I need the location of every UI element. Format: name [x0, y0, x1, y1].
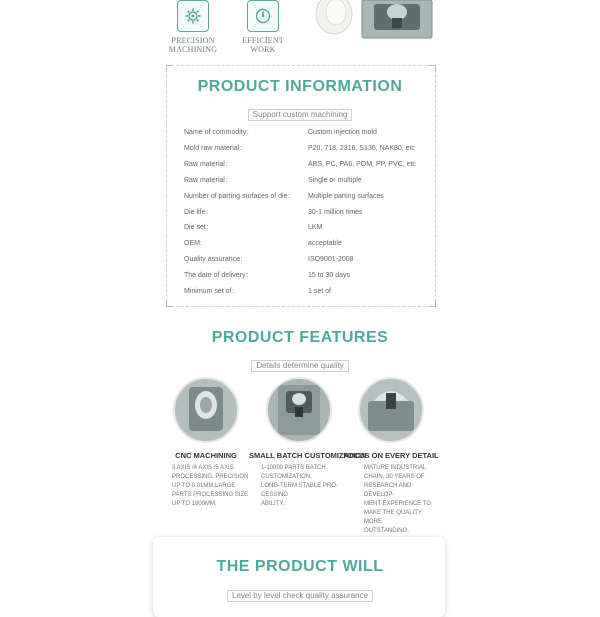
feature-description — [156, 464, 256, 509]
feature-focus-on-every-detail — [341, 377, 441, 536]
spec-key: OEM: — [184, 240, 202, 248]
subtitle-text: Details determine quality — [251, 360, 349, 372]
gauge-icon — [247, 0, 279, 32]
feature-efficient-work — [228, 0, 298, 54]
feature-desc-line: ABILITY. — [261, 501, 285, 507]
feature-desc-line: CUSTOMIZATION, — [261, 474, 312, 480]
product-will-card — [153, 537, 445, 617]
spec-row — [184, 191, 444, 203]
feature-desc-line: CHAIN, 30 YEARS OF — [364, 474, 425, 480]
feature-desc-line: OUTSTANDING. — [364, 528, 409, 534]
spec-row — [184, 254, 444, 266]
spec-key: Die life： — [184, 208, 213, 216]
focus-detail-image — [358, 377, 424, 443]
feature-description — [249, 464, 349, 509]
spec-row — [184, 143, 444, 155]
spec-key: The date of delivery： — [184, 272, 253, 280]
spec-row — [184, 159, 444, 171]
feature-desc-line: 1-10000 PARTS BATCH — [261, 465, 326, 471]
spec-value: ISO9001-2008 — [308, 256, 354, 264]
gear-icon — [177, 0, 209, 32]
feature-label: EFFICIENT — [242, 36, 284, 45]
spec-key: Mold raw material： — [184, 144, 247, 152]
product-features-title: PRODUCT FEATURES — [211, 329, 389, 346]
spec-key: Minimum set of： — [184, 288, 239, 295]
feature-label: WORK — [250, 45, 276, 54]
feature-desc-line: PROCESSING, PRECISION — [172, 474, 249, 480]
spec-row — [184, 238, 444, 250]
spec-key: Raw material： — [184, 160, 232, 168]
spec-value: 30-1 million times — [308, 208, 363, 216]
feature-desc-line: RESEARCH AND DEVELOP- — [364, 483, 412, 498]
subtitle-text: Support custom machining — [248, 109, 353, 121]
spec-value: 15 to 30 days — [308, 272, 351, 280]
spec-row — [184, 222, 444, 234]
spec-key: Die set： — [184, 224, 213, 232]
spec-value: Single or multiple — [308, 176, 362, 184]
mold-product-image — [312, 0, 434, 40]
feature-precision-machining — [158, 0, 228, 54]
spec-key: Number of parting surfaces of die： — [184, 192, 295, 200]
feature-desc-line: UP TO 1800MM. — [172, 501, 217, 507]
product-information-title: PRODUCT INFORMATION — [197, 78, 403, 95]
panel-corner — [429, 65, 436, 72]
top-feature-strip — [0, 0, 600, 54]
spec-key: Name of commodity： — [184, 129, 254, 136]
feature-desc-line: UP TO 0.01MM,LARGE — [172, 483, 236, 489]
feature-desc-line: 3 AXIS /4 AXIS /5 AXIS — [172, 465, 234, 471]
feature-desc-line: MENT EXPERIENCE TO — [364, 501, 432, 507]
spec-value: LKM — [308, 224, 323, 232]
product-information-subtitle — [0, 104, 600, 122]
spec-value: Custom injection mold — [308, 129, 377, 136]
spec-value: acceptable — [308, 240, 342, 248]
spec-row — [184, 175, 444, 187]
spec-row — [184, 286, 444, 298]
feature-title: FOCUS ON EVERY DETAIL — [343, 451, 439, 460]
panel-corner — [166, 300, 173, 307]
feature-desc-line: CESSING — [261, 492, 289, 498]
feature-cnc-machining — [156, 377, 256, 509]
feature-title: CNC MACHINING — [175, 451, 237, 460]
feature-desc-line: PARTS PROCESSING SIZE — [172, 492, 249, 498]
feature-label: MACHINING — [168, 45, 218, 54]
product-features-subtitle — [0, 355, 600, 373]
feature-label: PRECISION — [171, 36, 215, 45]
product-will-subtitle — [0, 585, 600, 603]
spec-key: Quality assurance： — [184, 256, 248, 264]
panel-corner — [429, 300, 436, 307]
spec-value: Multiple parting surfaces — [308, 192, 384, 200]
panel-corner — [166, 65, 173, 72]
feature-desc-line: LONG-TERM STABLE PRO- — [261, 483, 338, 489]
feature-title: SMALL BATCH CUSTOMIZATION — [249, 451, 367, 460]
spec-value: P20, 718, 2316, S136, NAK80, etc — [308, 144, 416, 152]
feature-small-batch-customization — [249, 377, 367, 509]
cnc-machining-image — [173, 377, 239, 443]
spec-row — [184, 270, 444, 282]
subtitle-text: Level by level check quality assurance — [227, 590, 373, 602]
spec-value: ABS, PC, PA6, POM, PP, PVC, etc — [308, 160, 416, 168]
feature-desc-line: MATURE INDUSTRIAL — [364, 465, 427, 471]
feature-desc-line: MAKE THE QUALITY MORE — [364, 510, 422, 525]
spec-value: 1 set of — [308, 288, 331, 295]
feature-description — [341, 464, 441, 536]
product-will-title: THE PRODUCT WILL — [216, 558, 384, 575]
spec-row — [184, 207, 444, 219]
spec-row — [184, 127, 444, 139]
spec-key: Raw material： — [184, 176, 232, 184]
small-batch-image — [266, 377, 332, 443]
